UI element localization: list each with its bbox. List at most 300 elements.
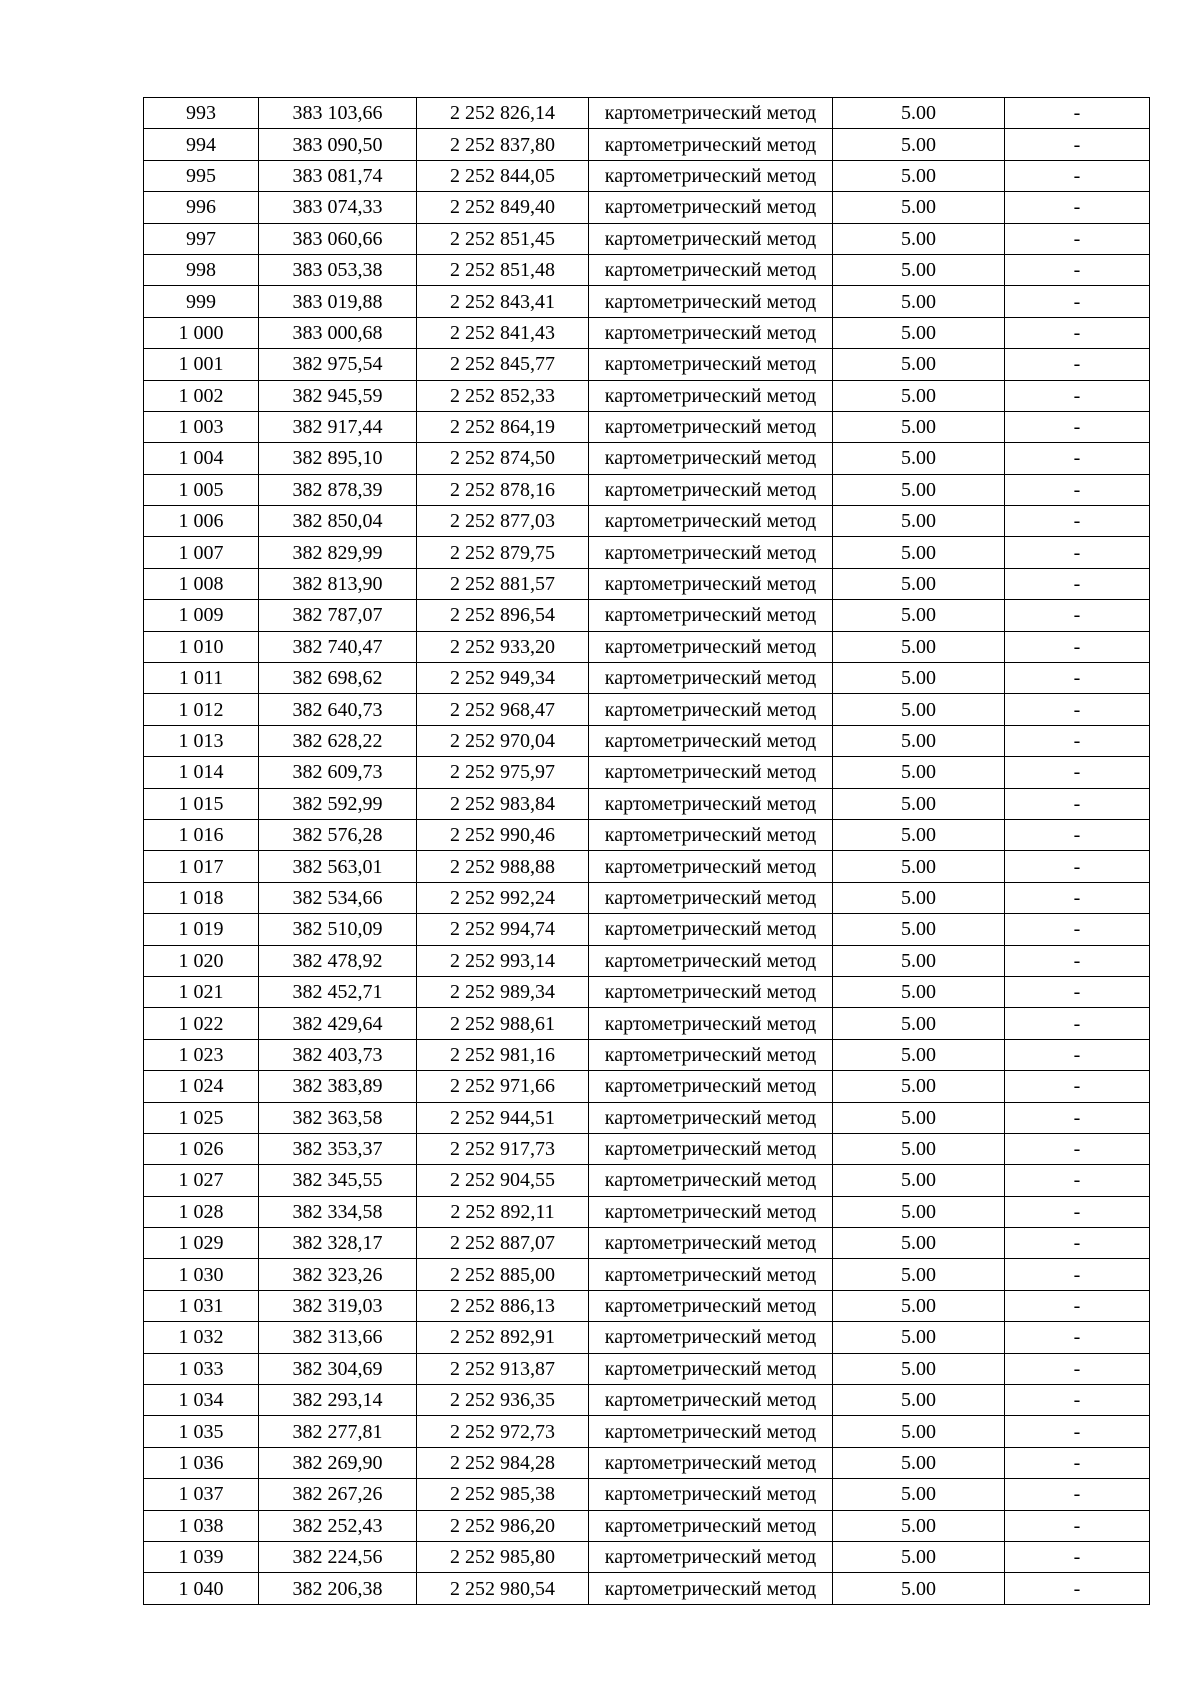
point-number-cell: 996 bbox=[144, 192, 259, 223]
point-number-cell: 995 bbox=[144, 160, 259, 191]
coord-y-cell: 2 252 992,24 bbox=[417, 882, 589, 913]
description-cell: - bbox=[1005, 1071, 1150, 1102]
point-number-cell: 1 028 bbox=[144, 1196, 259, 1227]
coord-x-cell: 382 628,22 bbox=[259, 725, 417, 756]
method-cell: картометрический метод bbox=[589, 129, 833, 160]
coord-y-cell: 2 252 896,54 bbox=[417, 600, 589, 631]
description-cell: - bbox=[1005, 1196, 1150, 1227]
table-row bbox=[144, 757, 1150, 788]
coord-x-cell: 382 328,17 bbox=[259, 1228, 417, 1259]
point-number-cell: 1 014 bbox=[144, 757, 259, 788]
accuracy-cell: 5.00 bbox=[833, 819, 1005, 850]
point-number-cell: 1 013 bbox=[144, 725, 259, 756]
point-number-cell: 1 015 bbox=[144, 788, 259, 819]
point-number-cell: 1 035 bbox=[144, 1416, 259, 1447]
description-cell: - bbox=[1005, 914, 1150, 945]
table-row bbox=[144, 1541, 1150, 1572]
point-number-cell: 1 026 bbox=[144, 1133, 259, 1164]
description-cell: - bbox=[1005, 663, 1150, 694]
accuracy-cell: 5.00 bbox=[833, 1133, 1005, 1164]
table-row bbox=[144, 129, 1150, 160]
coord-y-cell: 2 252 845,77 bbox=[417, 349, 589, 380]
coord-x-cell: 382 383,89 bbox=[259, 1071, 417, 1102]
coord-y-cell: 2 252 864,19 bbox=[417, 411, 589, 442]
coord-y-cell: 2 252 877,03 bbox=[417, 506, 589, 537]
point-number-cell: 1 024 bbox=[144, 1071, 259, 1102]
method-cell: картометрический метод bbox=[589, 349, 833, 380]
method-cell: картометрический метод bbox=[589, 98, 833, 129]
coord-x-cell: 383 103,66 bbox=[259, 98, 417, 129]
coordinates-table-body bbox=[144, 98, 1150, 1605]
description-cell: - bbox=[1005, 349, 1150, 380]
accuracy-cell: 5.00 bbox=[833, 160, 1005, 191]
point-number-cell: 1 003 bbox=[144, 411, 259, 442]
accuracy-cell: 5.00 bbox=[833, 1479, 1005, 1510]
table-row bbox=[144, 1102, 1150, 1133]
coord-y-cell: 2 252 904,55 bbox=[417, 1165, 589, 1196]
method-cell: картометрический метод bbox=[589, 317, 833, 348]
table-row bbox=[144, 725, 1150, 756]
table-row bbox=[144, 1322, 1150, 1353]
coord-y-cell: 2 252 878,16 bbox=[417, 474, 589, 505]
coord-y-cell: 2 252 981,16 bbox=[417, 1039, 589, 1070]
accuracy-cell: 5.00 bbox=[833, 1353, 1005, 1384]
method-cell: картометрический метод bbox=[589, 568, 833, 599]
coord-x-cell: 382 829,99 bbox=[259, 537, 417, 568]
point-number-cell: 1 033 bbox=[144, 1353, 259, 1384]
accuracy-cell: 5.00 bbox=[833, 1039, 1005, 1070]
coord-x-cell: 382 609,73 bbox=[259, 757, 417, 788]
coord-y-cell: 2 252 851,48 bbox=[417, 254, 589, 285]
description-cell: - bbox=[1005, 160, 1150, 191]
point-number-cell: 1 030 bbox=[144, 1259, 259, 1290]
accuracy-cell: 5.00 bbox=[833, 631, 1005, 662]
method-cell: картометрический метод bbox=[589, 663, 833, 694]
method-cell: картометрический метод bbox=[589, 694, 833, 725]
point-number-cell: 1 005 bbox=[144, 474, 259, 505]
coord-x-cell: 382 403,73 bbox=[259, 1039, 417, 1070]
coord-y-cell: 2 252 826,14 bbox=[417, 98, 589, 129]
description-cell: - bbox=[1005, 568, 1150, 599]
description-cell: - bbox=[1005, 851, 1150, 882]
description-cell: - bbox=[1005, 1133, 1150, 1164]
point-number-cell: 1 017 bbox=[144, 851, 259, 882]
description-cell: - bbox=[1005, 129, 1150, 160]
coord-x-cell: 383 090,50 bbox=[259, 129, 417, 160]
method-cell: картометрический метод bbox=[589, 1196, 833, 1227]
table-row bbox=[144, 1447, 1150, 1478]
method-cell: картометрический метод bbox=[589, 506, 833, 537]
accuracy-cell: 5.00 bbox=[833, 1071, 1005, 1102]
table-row bbox=[144, 254, 1150, 285]
accuracy-cell: 5.00 bbox=[833, 537, 1005, 568]
accuracy-cell: 5.00 bbox=[833, 725, 1005, 756]
accuracy-cell: 5.00 bbox=[833, 1102, 1005, 1133]
description-cell: - bbox=[1005, 882, 1150, 913]
method-cell: картометрический метод bbox=[589, 1228, 833, 1259]
point-number-cell: 994 bbox=[144, 129, 259, 160]
coord-y-cell: 2 252 975,97 bbox=[417, 757, 589, 788]
table-row bbox=[144, 819, 1150, 850]
point-number-cell: 1 036 bbox=[144, 1447, 259, 1478]
accuracy-cell: 5.00 bbox=[833, 914, 1005, 945]
description-cell: - bbox=[1005, 474, 1150, 505]
table-row bbox=[144, 506, 1150, 537]
coord-x-cell: 382 429,64 bbox=[259, 1008, 417, 1039]
method-cell: картометрический метод bbox=[589, 631, 833, 662]
accuracy-cell: 5.00 bbox=[833, 1290, 1005, 1321]
description-cell: - bbox=[1005, 1228, 1150, 1259]
description-cell: - bbox=[1005, 254, 1150, 285]
table-row bbox=[144, 1353, 1150, 1384]
coordinates-table bbox=[143, 97, 1150, 1605]
method-cell: картометрический метод bbox=[589, 474, 833, 505]
description-cell: - bbox=[1005, 192, 1150, 223]
table-row bbox=[144, 349, 1150, 380]
accuracy-cell: 5.00 bbox=[833, 1541, 1005, 1572]
coord-x-cell: 382 563,01 bbox=[259, 851, 417, 882]
table-row bbox=[144, 1071, 1150, 1102]
point-number-cell: 1 029 bbox=[144, 1228, 259, 1259]
coord-x-cell: 383 074,33 bbox=[259, 192, 417, 223]
description-cell: - bbox=[1005, 411, 1150, 442]
table-row bbox=[144, 1479, 1150, 1510]
point-number-cell: 1 019 bbox=[144, 914, 259, 945]
accuracy-cell: 5.00 bbox=[833, 757, 1005, 788]
accuracy-cell: 5.00 bbox=[833, 98, 1005, 129]
accuracy-cell: 5.00 bbox=[833, 694, 1005, 725]
description-cell: - bbox=[1005, 694, 1150, 725]
coord-x-cell: 382 576,28 bbox=[259, 819, 417, 850]
table-row bbox=[144, 1385, 1150, 1416]
point-number-cell: 1 021 bbox=[144, 976, 259, 1007]
description-cell: - bbox=[1005, 1039, 1150, 1070]
table-row bbox=[144, 160, 1150, 191]
accuracy-cell: 5.00 bbox=[833, 411, 1005, 442]
description-cell: - bbox=[1005, 1102, 1150, 1133]
accuracy-cell: 5.00 bbox=[833, 1573, 1005, 1604]
description-cell: - bbox=[1005, 286, 1150, 317]
table-row bbox=[144, 663, 1150, 694]
coord-x-cell: 382 277,81 bbox=[259, 1416, 417, 1447]
coord-x-cell: 382 478,92 bbox=[259, 945, 417, 976]
point-number-cell: 1 031 bbox=[144, 1290, 259, 1321]
method-cell: картометрический метод bbox=[589, 1165, 833, 1196]
method-cell: картометрический метод bbox=[589, 223, 833, 254]
method-cell: картометрический метод bbox=[589, 380, 833, 411]
coord-y-cell: 2 252 949,34 bbox=[417, 663, 589, 694]
point-number-cell: 1 000 bbox=[144, 317, 259, 348]
coord-x-cell: 382 363,58 bbox=[259, 1102, 417, 1133]
coord-y-cell: 2 252 852,33 bbox=[417, 380, 589, 411]
method-cell: картометрический метод bbox=[589, 1290, 833, 1321]
accuracy-cell: 5.00 bbox=[833, 223, 1005, 254]
description-cell: - bbox=[1005, 1290, 1150, 1321]
table-row bbox=[144, 317, 1150, 348]
table-row bbox=[144, 411, 1150, 442]
point-number-cell: 1 010 bbox=[144, 631, 259, 662]
coord-x-cell: 383 060,66 bbox=[259, 223, 417, 254]
accuracy-cell: 5.00 bbox=[833, 349, 1005, 380]
method-cell: картометрический метод bbox=[589, 1416, 833, 1447]
coord-y-cell: 2 252 887,07 bbox=[417, 1228, 589, 1259]
table-row bbox=[144, 1259, 1150, 1290]
accuracy-cell: 5.00 bbox=[833, 788, 1005, 819]
method-cell: картометрический метод bbox=[589, 914, 833, 945]
description-cell: - bbox=[1005, 976, 1150, 1007]
description-cell: - bbox=[1005, 1385, 1150, 1416]
coord-x-cell: 382 592,99 bbox=[259, 788, 417, 819]
coord-x-cell: 382 353,37 bbox=[259, 1133, 417, 1164]
description-cell: - bbox=[1005, 317, 1150, 348]
accuracy-cell: 5.00 bbox=[833, 882, 1005, 913]
point-number-cell: 1 022 bbox=[144, 1008, 259, 1039]
point-number-cell: 993 bbox=[144, 98, 259, 129]
table-row bbox=[144, 1228, 1150, 1259]
method-cell: картометрический метод bbox=[589, 192, 833, 223]
coord-x-cell: 382 323,26 bbox=[259, 1259, 417, 1290]
coord-y-cell: 2 252 986,20 bbox=[417, 1510, 589, 1541]
description-cell: - bbox=[1005, 1259, 1150, 1290]
coord-y-cell: 2 252 885,00 bbox=[417, 1259, 589, 1290]
coord-x-cell: 382 319,03 bbox=[259, 1290, 417, 1321]
description-cell: - bbox=[1005, 1165, 1150, 1196]
table-row bbox=[144, 1133, 1150, 1164]
coord-y-cell: 2 252 990,46 bbox=[417, 819, 589, 850]
table-row bbox=[144, 694, 1150, 725]
accuracy-cell: 5.00 bbox=[833, 1259, 1005, 1290]
coord-y-cell: 2 252 993,14 bbox=[417, 945, 589, 976]
accuracy-cell: 5.00 bbox=[833, 380, 1005, 411]
accuracy-cell: 5.00 bbox=[833, 474, 1005, 505]
method-cell: картометрический метод bbox=[589, 1479, 833, 1510]
description-cell: - bbox=[1005, 506, 1150, 537]
coord-y-cell: 2 252 913,87 bbox=[417, 1353, 589, 1384]
coord-y-cell: 2 252 841,43 bbox=[417, 317, 589, 348]
method-cell: картометрический метод bbox=[589, 945, 833, 976]
description-cell: - bbox=[1005, 819, 1150, 850]
method-cell: картометрический метод bbox=[589, 411, 833, 442]
method-cell: картометрический метод bbox=[589, 160, 833, 191]
coord-x-cell: 382 293,14 bbox=[259, 1385, 417, 1416]
coord-x-cell: 383 081,74 bbox=[259, 160, 417, 191]
coord-x-cell: 382 334,58 bbox=[259, 1196, 417, 1227]
coord-y-cell: 2 252 933,20 bbox=[417, 631, 589, 662]
accuracy-cell: 5.00 bbox=[833, 1510, 1005, 1541]
coord-x-cell: 382 224,56 bbox=[259, 1541, 417, 1572]
table-row bbox=[144, 788, 1150, 819]
point-number-cell: 1 006 bbox=[144, 506, 259, 537]
description-cell: - bbox=[1005, 443, 1150, 474]
table-row bbox=[144, 1196, 1150, 1227]
description-cell: - bbox=[1005, 380, 1150, 411]
point-number-cell: 1 023 bbox=[144, 1039, 259, 1070]
point-number-cell: 999 bbox=[144, 286, 259, 317]
accuracy-cell: 5.00 bbox=[833, 851, 1005, 882]
accuracy-cell: 5.00 bbox=[833, 286, 1005, 317]
table-row bbox=[144, 380, 1150, 411]
description-cell: - bbox=[1005, 1416, 1150, 1447]
description-cell: - bbox=[1005, 1322, 1150, 1353]
method-cell: картометрический метод bbox=[589, 1039, 833, 1070]
coord-y-cell: 2 252 971,66 bbox=[417, 1071, 589, 1102]
method-cell: картометрический метод bbox=[589, 1008, 833, 1039]
coord-y-cell: 2 252 972,73 bbox=[417, 1416, 589, 1447]
table-row bbox=[144, 631, 1150, 662]
coord-x-cell: 382 640,73 bbox=[259, 694, 417, 725]
coord-y-cell: 2 252 994,74 bbox=[417, 914, 589, 945]
table-row bbox=[144, 98, 1150, 129]
table-row bbox=[144, 914, 1150, 945]
method-cell: картометрический метод bbox=[589, 1573, 833, 1604]
point-number-cell: 1 018 bbox=[144, 882, 259, 913]
accuracy-cell: 5.00 bbox=[833, 129, 1005, 160]
coord-x-cell: 382 252,43 bbox=[259, 1510, 417, 1541]
coord-y-cell: 2 252 892,91 bbox=[417, 1322, 589, 1353]
point-number-cell: 1 020 bbox=[144, 945, 259, 976]
point-number-cell: 1 016 bbox=[144, 819, 259, 850]
table-row bbox=[144, 1290, 1150, 1321]
accuracy-cell: 5.00 bbox=[833, 1228, 1005, 1259]
coord-y-cell: 2 252 984,28 bbox=[417, 1447, 589, 1478]
table-row bbox=[144, 1416, 1150, 1447]
method-cell: картометрический метод bbox=[589, 1541, 833, 1572]
point-number-cell: 1 034 bbox=[144, 1385, 259, 1416]
coord-x-cell: 382 534,66 bbox=[259, 882, 417, 913]
method-cell: картометрический метод bbox=[589, 976, 833, 1007]
method-cell: картометрический метод bbox=[589, 537, 833, 568]
accuracy-cell: 5.00 bbox=[833, 600, 1005, 631]
point-number-cell: 1 011 bbox=[144, 663, 259, 694]
table-row bbox=[144, 1573, 1150, 1604]
coord-y-cell: 2 252 988,88 bbox=[417, 851, 589, 882]
point-number-cell: 1 032 bbox=[144, 1322, 259, 1353]
accuracy-cell: 5.00 bbox=[833, 443, 1005, 474]
coord-y-cell: 2 252 844,05 bbox=[417, 160, 589, 191]
accuracy-cell: 5.00 bbox=[833, 1008, 1005, 1039]
method-cell: картометрический метод bbox=[589, 1102, 833, 1133]
coord-x-cell: 383 019,88 bbox=[259, 286, 417, 317]
table-row bbox=[144, 945, 1150, 976]
table-row bbox=[144, 882, 1150, 913]
coord-x-cell: 382 813,90 bbox=[259, 568, 417, 599]
table-row bbox=[144, 1008, 1150, 1039]
method-cell: картометрический метод bbox=[589, 725, 833, 756]
coord-y-cell: 2 252 985,80 bbox=[417, 1541, 589, 1572]
coord-y-cell: 2 252 837,80 bbox=[417, 129, 589, 160]
method-cell: картометрический метод bbox=[589, 443, 833, 474]
accuracy-cell: 5.00 bbox=[833, 1322, 1005, 1353]
coord-x-cell: 382 698,62 bbox=[259, 663, 417, 694]
table-row bbox=[144, 600, 1150, 631]
table-row bbox=[144, 568, 1150, 599]
coord-x-cell: 382 878,39 bbox=[259, 474, 417, 505]
table-row bbox=[144, 1165, 1150, 1196]
point-number-cell: 1 001 bbox=[144, 349, 259, 380]
coord-x-cell: 382 269,90 bbox=[259, 1447, 417, 1478]
coord-y-cell: 2 252 968,47 bbox=[417, 694, 589, 725]
coord-x-cell: 382 850,04 bbox=[259, 506, 417, 537]
coord-y-cell: 2 252 970,04 bbox=[417, 725, 589, 756]
accuracy-cell: 5.00 bbox=[833, 1385, 1005, 1416]
coord-y-cell: 2 252 983,84 bbox=[417, 788, 589, 819]
description-cell: - bbox=[1005, 1479, 1150, 1510]
coord-x-cell: 382 975,54 bbox=[259, 349, 417, 380]
table-row bbox=[144, 1039, 1150, 1070]
description-cell: - bbox=[1005, 98, 1150, 129]
accuracy-cell: 5.00 bbox=[833, 192, 1005, 223]
coord-y-cell: 2 252 936,35 bbox=[417, 1385, 589, 1416]
method-cell: картометрический метод bbox=[589, 600, 833, 631]
accuracy-cell: 5.00 bbox=[833, 1196, 1005, 1227]
point-number-cell: 1 038 bbox=[144, 1510, 259, 1541]
description-cell: - bbox=[1005, 223, 1150, 254]
point-number-cell: 1 039 bbox=[144, 1541, 259, 1572]
description-cell: - bbox=[1005, 631, 1150, 662]
table-row bbox=[144, 474, 1150, 505]
point-number-cell: 1 008 bbox=[144, 568, 259, 599]
method-cell: картометрический метод bbox=[589, 851, 833, 882]
method-cell: картометрический метод bbox=[589, 788, 833, 819]
table-row bbox=[144, 192, 1150, 223]
coord-x-cell: 382 206,38 bbox=[259, 1573, 417, 1604]
method-cell: картометрический метод bbox=[589, 1353, 833, 1384]
accuracy-cell: 5.00 bbox=[833, 568, 1005, 599]
method-cell: картометрический метод bbox=[589, 1447, 833, 1478]
coord-x-cell: 382 917,44 bbox=[259, 411, 417, 442]
accuracy-cell: 5.00 bbox=[833, 254, 1005, 285]
coord-y-cell: 2 252 980,54 bbox=[417, 1573, 589, 1604]
accuracy-cell: 5.00 bbox=[833, 317, 1005, 348]
method-cell: картометрический метод bbox=[589, 1385, 833, 1416]
coord-x-cell: 382 345,55 bbox=[259, 1165, 417, 1196]
description-cell: - bbox=[1005, 600, 1150, 631]
point-number-cell: 1 027 bbox=[144, 1165, 259, 1196]
table-row bbox=[144, 1510, 1150, 1541]
point-number-cell: 1 025 bbox=[144, 1102, 259, 1133]
coord-y-cell: 2 252 843,41 bbox=[417, 286, 589, 317]
coord-x-cell: 382 510,09 bbox=[259, 914, 417, 945]
coord-y-cell: 2 252 917,73 bbox=[417, 1133, 589, 1164]
point-number-cell: 998 bbox=[144, 254, 259, 285]
point-number-cell: 997 bbox=[144, 223, 259, 254]
coord-x-cell: 383 000,68 bbox=[259, 317, 417, 348]
accuracy-cell: 5.00 bbox=[833, 1447, 1005, 1478]
description-cell: - bbox=[1005, 945, 1150, 976]
coord-y-cell: 2 252 874,50 bbox=[417, 443, 589, 474]
table-row bbox=[144, 537, 1150, 568]
coord-y-cell: 2 252 988,61 bbox=[417, 1008, 589, 1039]
method-cell: картометрический метод bbox=[589, 819, 833, 850]
point-number-cell: 1 002 bbox=[144, 380, 259, 411]
accuracy-cell: 5.00 bbox=[833, 506, 1005, 537]
coord-x-cell: 382 787,07 bbox=[259, 600, 417, 631]
point-number-cell: 1 037 bbox=[144, 1479, 259, 1510]
description-cell: - bbox=[1005, 1510, 1150, 1541]
description-cell: - bbox=[1005, 1447, 1150, 1478]
point-number-cell: 1 004 bbox=[144, 443, 259, 474]
table-row bbox=[144, 443, 1150, 474]
coord-x-cell: 382 945,59 bbox=[259, 380, 417, 411]
table-row bbox=[144, 223, 1150, 254]
accuracy-cell: 5.00 bbox=[833, 976, 1005, 1007]
coord-y-cell: 2 252 881,57 bbox=[417, 568, 589, 599]
coord-x-cell: 382 313,66 bbox=[259, 1322, 417, 1353]
point-number-cell: 1 007 bbox=[144, 537, 259, 568]
coord-y-cell: 2 252 851,45 bbox=[417, 223, 589, 254]
coord-x-cell: 382 895,10 bbox=[259, 443, 417, 474]
coord-x-cell: 382 267,26 bbox=[259, 1479, 417, 1510]
